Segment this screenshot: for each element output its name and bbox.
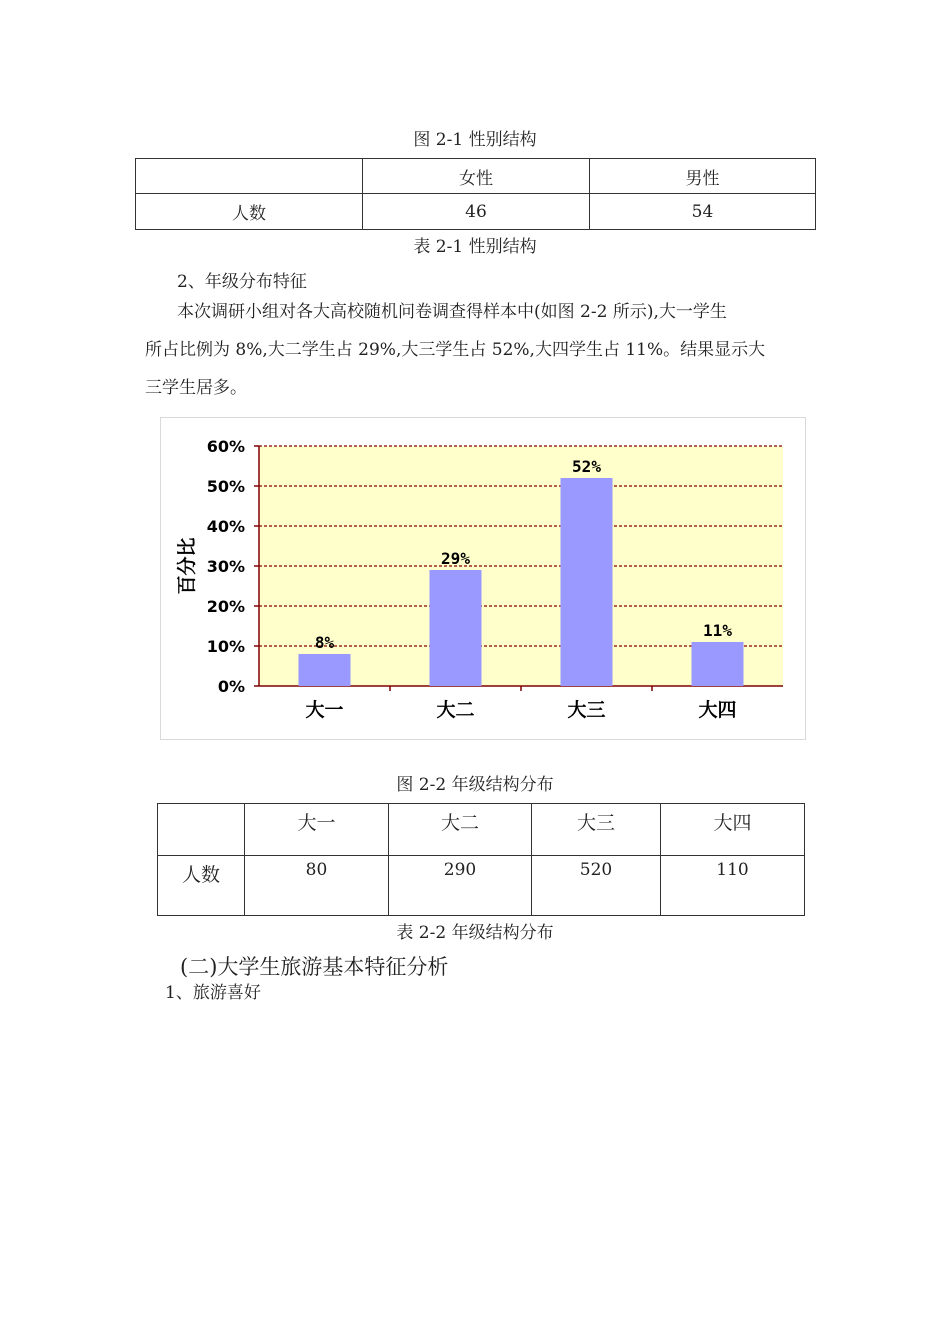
category-label: 大二 xyxy=(436,699,475,721)
figure-2-2-title: 图 2-2 年级结构分布 xyxy=(396,775,554,795)
chart-svg xyxy=(161,418,805,739)
category-label: 大三 xyxy=(567,699,606,721)
grade-table xyxy=(157,803,805,916)
bar-1 xyxy=(299,654,351,686)
y-axis-label: 百分比 xyxy=(176,537,198,595)
data-label: 52% xyxy=(572,457,601,476)
row-label: 人数 xyxy=(158,856,245,916)
header-cell-sophomore: 大二 xyxy=(389,804,532,856)
female-count: 46 xyxy=(363,194,590,230)
part2-heading: (二)大学生旅游基本特征分析 xyxy=(180,955,449,979)
header-cell-senior: 大四 xyxy=(661,804,805,856)
gender-table xyxy=(135,158,816,230)
section-heading: 2、年级分布特征 xyxy=(177,272,307,292)
paragraph-line-2: 所占比例为 8%,大二学生占 29%,大三学生占 52%,大四学生占 11%。结果显示大 xyxy=(145,340,766,360)
freshman-count: 80 xyxy=(245,856,389,916)
header-cell-freshman: 大一 xyxy=(245,804,389,856)
table-row xyxy=(158,856,805,916)
y-tick-label: 50% xyxy=(206,477,245,496)
paragraph-line-1: 本次调研小组对各大高校随机问卷调查得样本中(如图 2-2 所示),大一学生 xyxy=(177,302,727,322)
header-cell-male: 男性 xyxy=(590,159,816,194)
bar-2 xyxy=(430,570,482,686)
header-cell xyxy=(158,804,245,856)
row-label: 人数 xyxy=(136,194,363,230)
y-tick-label: 30% xyxy=(206,557,245,576)
header-cell xyxy=(136,159,363,194)
table-2-1-caption: 表 2-1 性别结构 xyxy=(413,237,537,257)
y-tick-label: 60% xyxy=(206,437,245,456)
junior-count: 520 xyxy=(532,856,661,916)
sophomore-count: 290 xyxy=(389,856,532,916)
part2-subheading: 1、旅游喜好 xyxy=(165,983,261,1003)
category-label: 大一 xyxy=(305,699,344,721)
y-tick-label: 20% xyxy=(206,597,245,616)
bar-4 xyxy=(692,642,744,686)
header-cell-female: 女性 xyxy=(363,159,590,194)
y-tick-label: 0% xyxy=(217,677,245,696)
senior-count: 110 xyxy=(661,856,805,916)
y-tick-label: 10% xyxy=(206,637,245,656)
y-tick-label: 40% xyxy=(206,517,245,536)
bar-3 xyxy=(561,478,613,686)
header-cell-junior: 大三 xyxy=(532,804,661,856)
male-count: 54 xyxy=(590,194,816,230)
table-header-row xyxy=(158,804,805,856)
table-2-2-caption: 表 2-2 年级结构分布 xyxy=(396,923,554,943)
data-label: 11% xyxy=(703,621,732,640)
grade-distribution-chart xyxy=(160,417,806,740)
figure-2-1-title: 图 2-1 性别结构 xyxy=(413,130,537,150)
table-row xyxy=(136,194,816,230)
table-header-row xyxy=(136,159,816,194)
data-label: 29% xyxy=(441,549,470,568)
data-label: 8% xyxy=(314,633,335,652)
category-label: 大四 xyxy=(698,699,737,721)
paragraph-line-3: 三学生居多。 xyxy=(145,378,247,398)
